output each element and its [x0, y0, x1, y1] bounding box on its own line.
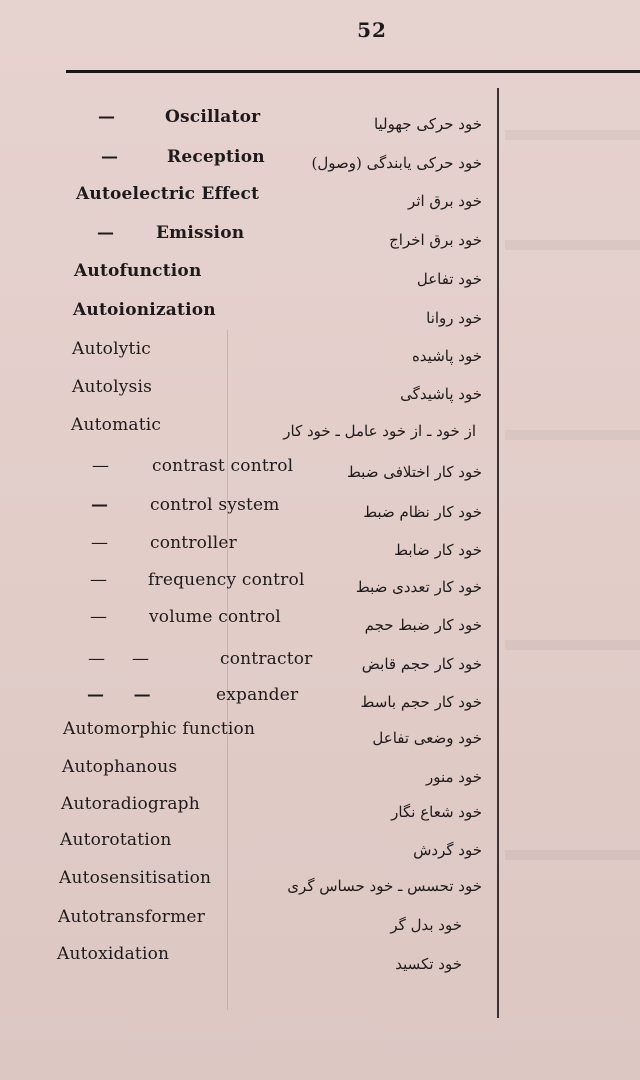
- entry-row: [0, 606, 490, 636]
- entry-term: Autorotation: [60, 830, 172, 850]
- entry-translation: خود کار ضبط حجم: [364, 616, 482, 634]
- entry-row: [0, 906, 490, 936]
- page-number: 52: [357, 18, 387, 42]
- entry-row: [0, 494, 490, 524]
- entry-translation: خود گردش: [413, 841, 482, 859]
- entry-translation: خود برق اثر: [408, 192, 482, 210]
- entry-translation: از خود ـ از خود عامل ـ خود کار: [283, 422, 476, 440]
- entry-dash: —: [97, 223, 114, 243]
- entry-translation: خود برق اخراج: [389, 231, 482, 249]
- entry-term: Emission: [156, 223, 245, 243]
- entry-term: Autolysis: [72, 377, 153, 397]
- entry-dash: —: [91, 533, 108, 553]
- entry-term: Autotransformer: [58, 907, 206, 927]
- entry-term: controller: [150, 533, 237, 553]
- entry-translation: خود حرکی جهولیا: [373, 115, 482, 133]
- entry-translation: خود کار نظام ضبط: [363, 503, 482, 521]
- entry-translation: خود کار تعددی ضبط: [355, 578, 482, 596]
- entry-term: contrast control: [152, 456, 294, 476]
- entry-row: [0, 718, 490, 748]
- entry-row: [0, 455, 490, 485]
- entry-translation: خود پاشیده: [411, 347, 482, 365]
- entry-row: [0, 376, 490, 406]
- entry-translation: خود پاشیدگی: [400, 385, 482, 403]
- entry-dash: —: [90, 570, 107, 590]
- entry-term: control system: [150, 495, 280, 515]
- entry-term: expander: [216, 685, 299, 705]
- entry-dash: —: [90, 607, 107, 627]
- entry-dash: —: [101, 147, 118, 167]
- entry-row: [0, 414, 490, 444]
- entry-dash: — —: [88, 649, 150, 669]
- entry-row: [0, 222, 490, 252]
- entry-translation: خود کار اختلافی ضبط: [346, 463, 482, 481]
- entry-term: Oscillator: [165, 107, 261, 127]
- entry-translation: خود وضعی تفاعل: [372, 729, 482, 747]
- entry-row: [0, 338, 490, 368]
- entry-translation: خود کار ضابط: [394, 541, 482, 559]
- entry-term: Autoionization: [73, 300, 216, 320]
- entry-row: [0, 756, 490, 786]
- entry-term: contractor: [220, 649, 313, 669]
- entry-row: [0, 829, 490, 859]
- entry-term: Reception: [167, 147, 265, 167]
- entry-row: [0, 260, 490, 290]
- entry-row: [0, 106, 490, 136]
- entry-row: [0, 146, 490, 176]
- entry-translation: خود تفاعل: [416, 270, 482, 288]
- entry-term: volume control: [149, 607, 281, 627]
- entry-dash: —: [92, 456, 109, 476]
- entry-term: Automorphic function: [63, 719, 256, 739]
- entry-row: [0, 532, 490, 562]
- entry-term: Autofunction: [74, 261, 202, 281]
- entry-term: Autolytic: [72, 339, 151, 359]
- entry-term: Autophanous: [62, 757, 178, 777]
- entry-translation: خود تکسید: [395, 955, 462, 973]
- entry-term: Automatic: [71, 415, 162, 435]
- entry-translation: خود حرکی یابندگی (وصول): [311, 154, 482, 172]
- entry-term: frequency control: [148, 570, 305, 590]
- entry-row: [0, 793, 490, 823]
- entry-row: [0, 943, 490, 973]
- entry-dash: — —: [87, 685, 151, 705]
- entry-row: [0, 569, 490, 599]
- entry-row: [0, 183, 490, 213]
- entry-row: [0, 648, 490, 678]
- entry-translation: خود شعاع نگار: [391, 803, 482, 821]
- entry-translation: خود تحسس ـ خود حساس گری: [287, 877, 482, 895]
- entry-term: Autosensitisation: [59, 868, 212, 888]
- entry-translation: خود روانا: [426, 309, 482, 327]
- entry-translation: خود کار حجم قابض: [361, 655, 482, 673]
- entry-dash: —: [98, 107, 115, 127]
- entry-row: [0, 299, 490, 329]
- entry-translation: خود منور: [425, 768, 482, 786]
- entry-translation: خود بدل گر: [390, 916, 462, 934]
- entry-term: Autoelectric Effect: [76, 184, 260, 204]
- entry-row: [0, 684, 490, 714]
- entry-term: Autoradiograph: [61, 794, 200, 814]
- entry-dash: —: [91, 495, 108, 515]
- entry-translation: خود کار حجم باسط: [360, 693, 482, 711]
- entry-term: Autoxidation: [57, 944, 170, 964]
- entry-row: [0, 867, 490, 897]
